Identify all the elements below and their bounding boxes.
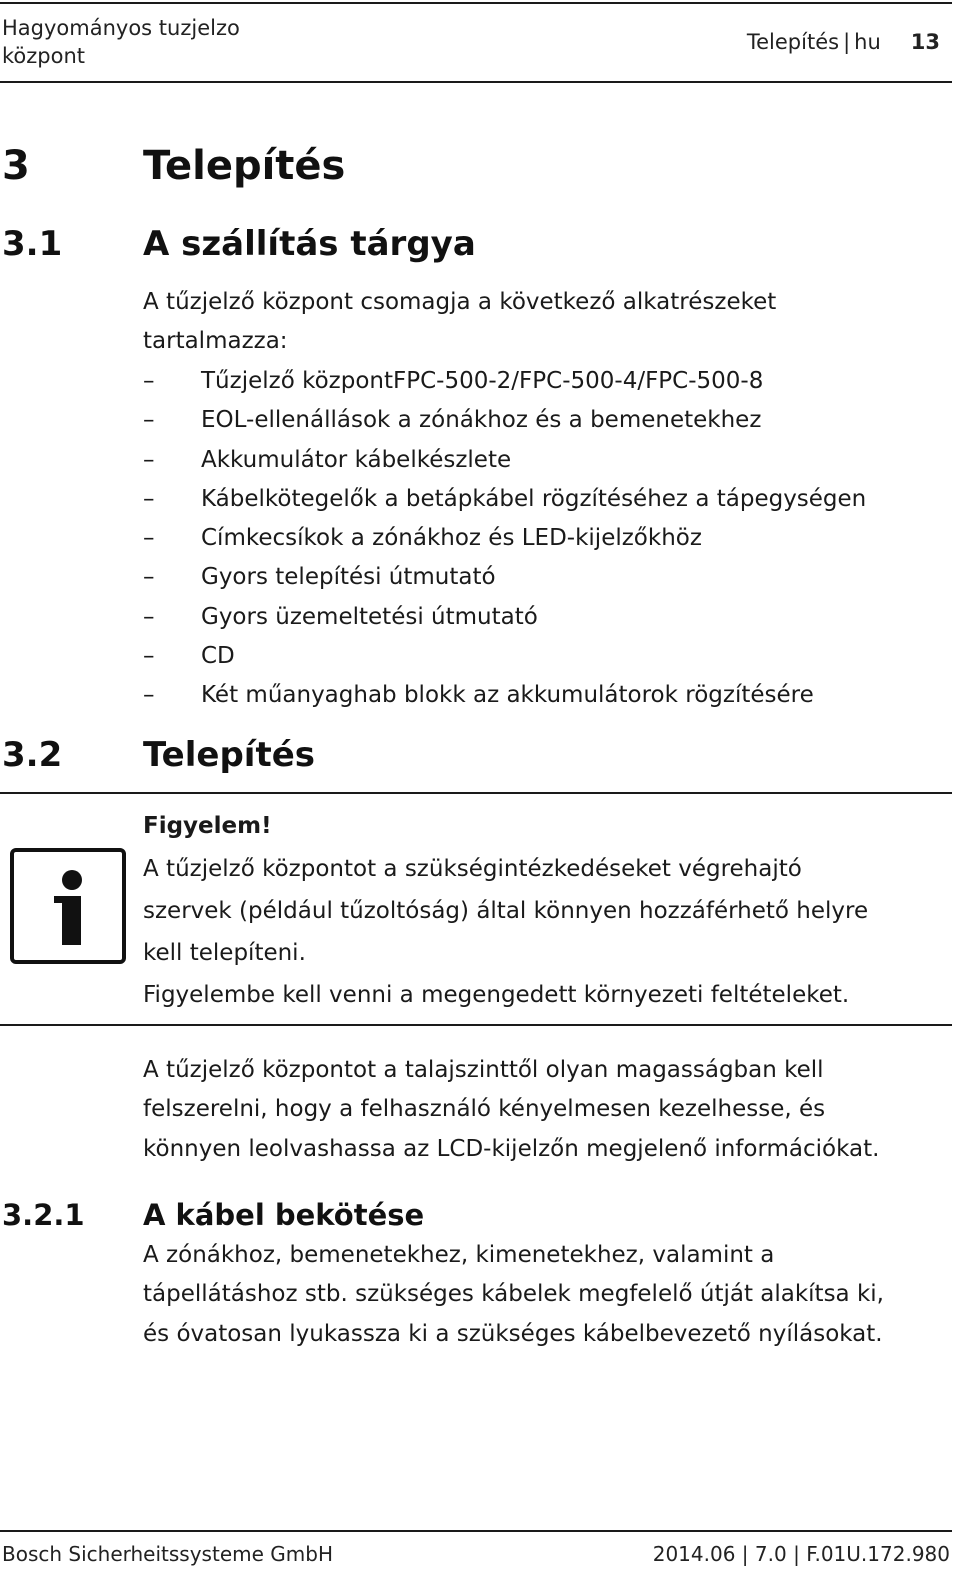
list-dash: – bbox=[143, 603, 155, 630]
section-3-2-number: 3.2 bbox=[2, 735, 63, 775]
list-dash: – bbox=[143, 525, 155, 552]
header-lang: hu bbox=[854, 30, 881, 54]
list-dash: – bbox=[143, 407, 155, 434]
footer-doc-info bbox=[653, 1541, 950, 1567]
list-dash: – bbox=[143, 643, 155, 670]
notice-bottom-rule bbox=[0, 1024, 952, 1026]
section-3-1-number: 3.1 bbox=[2, 224, 63, 264]
notice-line-2: szervek (például tűzoltóság) által könnyen hozzáférhető helyre bbox=[143, 898, 869, 924]
body-line-2: felszerelni, hogy a felhasználó kényelmesen kezelhesse, és bbox=[143, 1096, 826, 1123]
header-section: Telepítés bbox=[746, 30, 840, 54]
list-item bbox=[143, 441, 943, 480]
section-3-2-1-number: 3.2.1 bbox=[2, 1198, 85, 1232]
info-icon bbox=[10, 848, 126, 964]
list-item-text: Kábelkötegelők a betápkábel rögzítéséhez a tápegységen bbox=[201, 485, 867, 512]
section-3-1-title: A szállítás tárgya bbox=[143, 224, 476, 264]
notice-heading: Figyelem! bbox=[143, 813, 272, 839]
list-item bbox=[143, 598, 943, 637]
list-item-text: Gyors üzemeltetési útmutató bbox=[201, 603, 538, 630]
section-3-2-body bbox=[143, 1051, 943, 1169]
section-3-2-1-title: A kábel bekötése bbox=[143, 1198, 425, 1232]
footer-rule bbox=[0, 1530, 952, 1532]
list-item bbox=[143, 676, 943, 715]
footer-date: 2014.06 bbox=[652, 1542, 736, 1566]
body-line-1: A zónákhoz, bemenetekhez, kimenetekhez, valamint a bbox=[143, 1242, 775, 1268]
header-right bbox=[747, 28, 940, 56]
list-dash: – bbox=[143, 485, 155, 512]
notice-line-4: Figyelembe kell venni a megengedett környezeti feltételeket. bbox=[143, 982, 850, 1008]
footer-version: 7.0 bbox=[754, 1542, 787, 1566]
list-item bbox=[143, 362, 943, 401]
footer-separator: | bbox=[793, 1542, 800, 1566]
list-item bbox=[143, 558, 943, 597]
info-icon-glyph bbox=[14, 852, 122, 960]
list-dash: – bbox=[143, 446, 155, 473]
list-item bbox=[143, 401, 943, 440]
list-item-text: Két műanyaghab blokk az akkumulátorok rögzítésére bbox=[201, 682, 814, 709]
delivery-items-list bbox=[143, 362, 943, 716]
chapter-title: Telepítés bbox=[143, 143, 346, 189]
list-item-text: Tűzjelző központFPC-500-2/FPC-500-4/FPC-500-8 bbox=[201, 368, 764, 394]
page-number: 13 bbox=[910, 30, 940, 54]
list-item-text: Gyors telepítési útmutató bbox=[201, 564, 496, 591]
list-item-text: EOL-ellenállások a zónákhoz és a bemenetekhez bbox=[201, 407, 762, 434]
body-line-1: A tűzjelző központot a talajszinttől olyan magasságban kell bbox=[143, 1057, 824, 1083]
section-3-2-title: Telepítés bbox=[143, 735, 315, 775]
list-dash: – bbox=[143, 682, 155, 709]
list-item bbox=[143, 480, 943, 519]
notice-line-1: A tűzjelző központot a szükségintézkedéseket végrehajtó bbox=[143, 856, 802, 882]
body-line-2: tápellátáshoz stb. szükséges kábelek megfelelő útját alakítsa ki, bbox=[143, 1281, 884, 1308]
header-doc-title: Hagyományos tuzjelzo központ bbox=[2, 16, 240, 68]
list-item-text: Címkecsíkok a zónákhoz és LED-kijelzőkhöz bbox=[201, 525, 702, 552]
notice-line-3: kell telepíteni. bbox=[143, 940, 306, 966]
header-rule bbox=[0, 81, 952, 83]
top-rule bbox=[0, 2, 952, 4]
list-dash: – bbox=[143, 564, 155, 591]
body-line-3: könnyen leolvashassa az LCD-kijelzőn megjelenő információkat. bbox=[143, 1135, 880, 1162]
list-dash: – bbox=[143, 368, 155, 394]
list-item-text: Akkumulátor kábelkészlete bbox=[201, 446, 512, 473]
header-separator: | bbox=[843, 30, 851, 54]
section-3-1-intro bbox=[143, 283, 943, 362]
footer-doc-id: F.01U.172.980 bbox=[806, 1542, 950, 1566]
intro-line-2: tartalmazza: bbox=[143, 328, 288, 355]
chapter-number: 3 bbox=[2, 143, 30, 189]
list-item bbox=[143, 637, 943, 676]
footer-company: Bosch Sicherheitssysteme GmbH bbox=[2, 1542, 333, 1566]
section-3-2-1-body bbox=[143, 1236, 943, 1354]
body-line-3: és óvatosan lyukassza ki a szükséges kábelbevezető nyílásokat. bbox=[143, 1320, 883, 1347]
intro-line-1: A tűzjelző központ csomagja a következő alkatrészeket bbox=[143, 289, 777, 315]
list-item-text: CD bbox=[201, 643, 235, 670]
footer-separator: | bbox=[741, 1542, 749, 1566]
notice-top-rule bbox=[0, 792, 952, 794]
list-item bbox=[143, 519, 943, 558]
